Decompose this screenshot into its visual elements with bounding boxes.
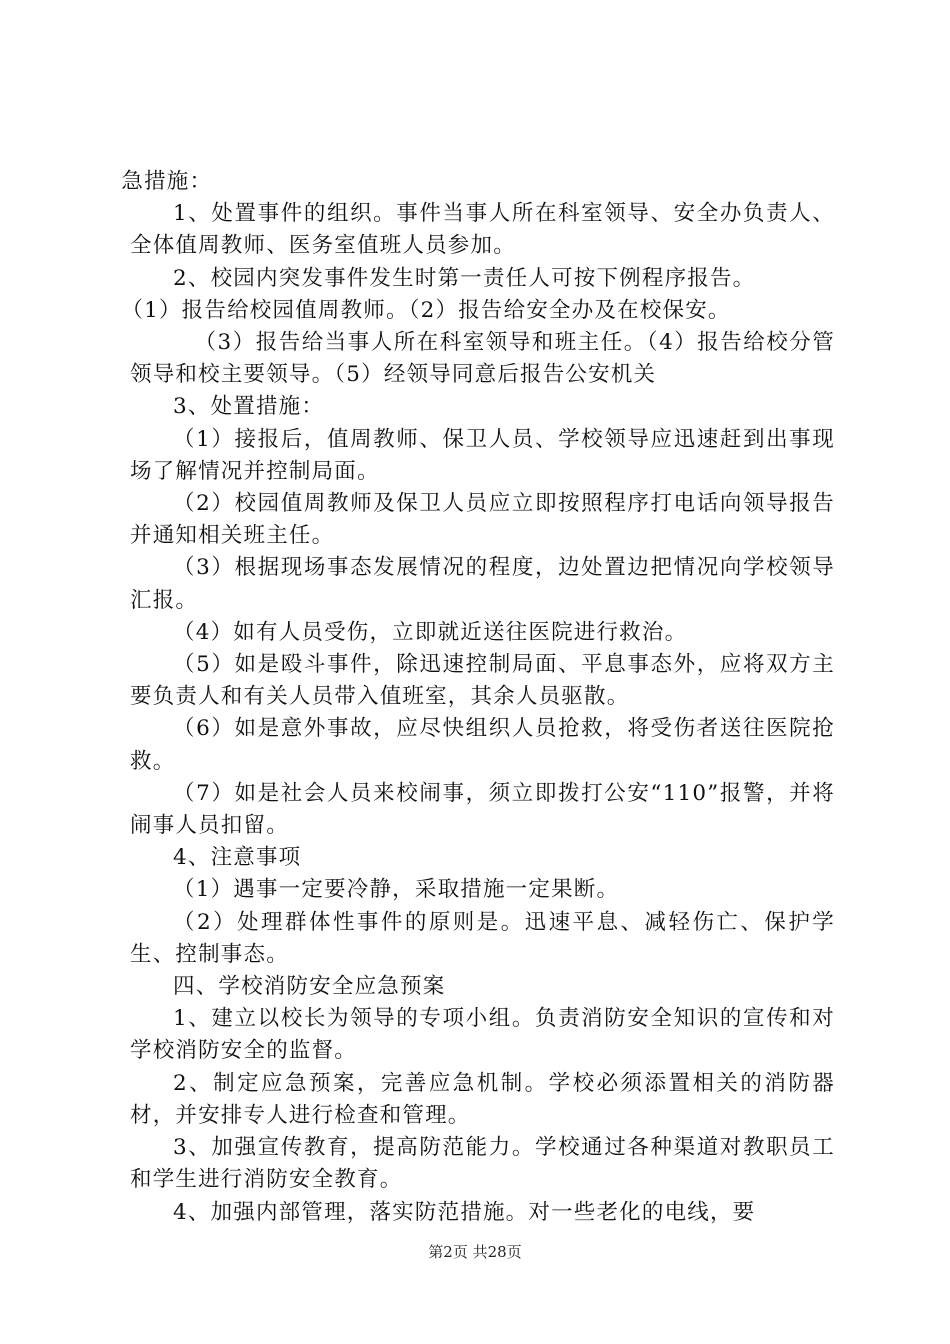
document-body [121,166,835,1229]
paragraph: 2、校园内突发事件发生时第一责任人可按下例程序报告。 [173,265,756,291]
page-footer [0,1242,950,1262]
paragraph: （1）接报后，值周教师、保卫人员、学校领导应迅速赶到出事现场了解情况并控制局面。 [130,426,835,484]
paragraph: 2、制定应急预案，完善应急机制。学校必须添置相关的消防器材，并安排专人进行检查和管理。 [130,1070,835,1128]
paragraph: 3、处置措施： [173,394,325,420]
paragraph: （5）如是殴斗事件，除迅速控制局面、平息事态外，应将双方主要负责人和有关人员带入值班室，其余人员驱散。 [130,652,835,710]
paragraph: 1、建立以校长为领导的专项小组。负责消防安全知识的宣传和对学校消防安全的监督。 [130,1006,835,1064]
paragraph: 4、加强内部管理，落实防范措施。对一些老化的电线，要 [173,1199,756,1225]
paragraph: 急措施： [121,169,213,194]
paragraph: （1）遇事一定要冷静，采取措施一定果断。 [173,877,620,903]
paragraph: 3、加强宣传教育，提高防范能力。学校通过各种渠道对教职员工和学生进行消防安全教育。 [130,1135,835,1193]
paragraph: （2）校园值周教师及保卫人员应立即按照程序打电话向领导报告并通知相关班主任。 [130,491,835,549]
section-heading: 4、注意事项 [173,845,302,871]
paragraph: （3）报告给当事人所在科室领导和班主任。（4）报告给校分管领导和校主要领导。（5）经领导同意后报告公安机关 [130,330,835,388]
paragraph: 1、处置事件的组织。事件当事人所在科室领导、安全办负责人、全体值周教师、医务室值班人员参加。 [130,201,835,259]
paragraph: （1）报告给校园值周教师。（2）报告给安全办及在校保安。 [121,297,731,323]
paragraph: （2）处理群体性事件的原则是。迅速平息、减轻伤亡、保护学生、控制事态。 [130,909,835,967]
section-heading: 四、学校消防安全应急预案 [173,974,446,1000]
page-number: 第2页 共28页 [428,1243,522,1261]
paragraph: （7）如是社会人员来校闹事，须立即拨打公安“110”报警，并将闹事人员扣留。 [130,780,835,839]
paragraph: （3）根据现场事态发展情况的程度，边处置边把情况向学校领导汇报。 [130,555,835,613]
paragraph: （4）如有人员受伤，立即就近送往医院进行救治。 [173,619,688,645]
paragraph: （6）如是意外事故，应尽快组织人员抢救，将受伤者送往医院抢救。 [130,716,835,774]
